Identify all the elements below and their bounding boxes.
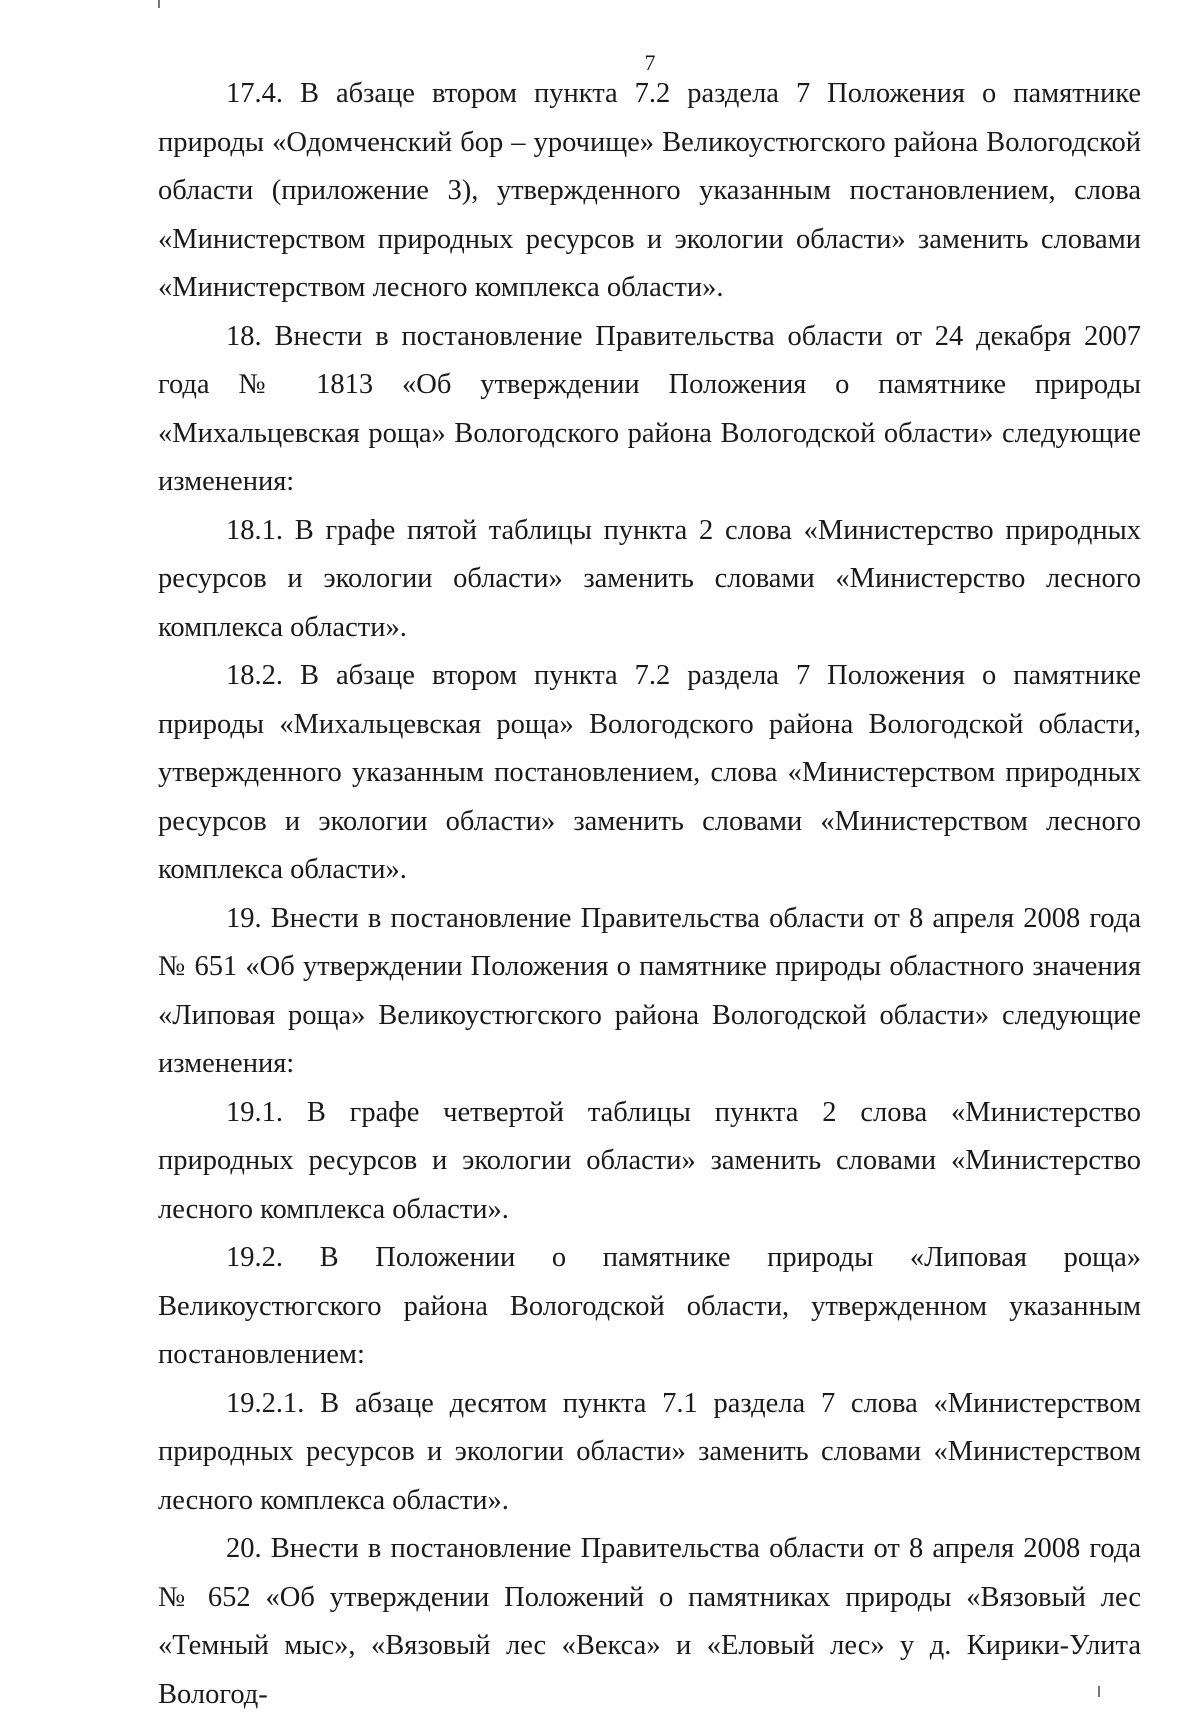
scan-mark [1098, 1686, 1100, 1697]
page-number: 7 [644, 50, 656, 75]
paragraph-20: 20. Внести в постановление Правительства области от 8 апреля 2008 года № 652 «Об утверждении Положений о памятниках природы «Вязовый лес «Темный мыс», «Вязовый лес «Векса» и «Еловый лес» у д. Кирики-Улита Вологод- [158, 1533, 1141, 1710]
scan-mark [158, 0, 160, 8]
document-body [158, 70, 1141, 1719]
paragraph-18: 18. Внести в постановление Правительства области от 24 декабря 2007 года № 1813 «Об утверждении Положения о памятнике природы «Михальцевская роща» Вологодского района Вологодской области» следующие изменения: [158, 320, 1141, 497]
paragraph-18-1: 18.1. В графе пятой таблицы пункта 2 слова «Министерство природных ресурсов и экологии области» заменить словами «Министерство лесного комплекса области». [158, 514, 1141, 643]
paragraph-18-2: 18.2. В абзаце втором пункта 7.2 раздела 7 Положения о памятнике природы «Михальцевская роща» Вологодского района Вологодской области, утвержденного указанным постановлением, слова «Министерством природных ресурсов и экологии области» заменить словами «Министерством лесного комплекса области». [158, 660, 1141, 885]
paragraph-19-2: 19.2. В Положении о памятнике природы «Липовая роща» Великоустюгского района Вологодской области, утвержденном указанным постановлением: [158, 1242, 1141, 1370]
paragraph-17-4: 17.4. В абзаце втором пункта 7.2 раздела 7 Положения о памятнике природы «Одомченский бор – урочище» Великоустюгского района Вологодской области (приложение 3), утвержденного указанным постановлением, слова «Министерством природных ресурсов и экологии области» заменить словами «Министерством лесного комплекса области». [158, 78, 1141, 303]
paragraph-19-1: 19.1. В графе четвертой таблицы пункта 2 слова «Министерство природных ресурсов и экологии области» заменить словами «Министерство лесного комплекса области». [158, 1096, 1141, 1225]
paragraph-19: 19. Внести в постановление Правительства области от 8 апреля 2008 года № 651 «Об утверждении Положения о памятнике природы областного значения «Липовая роща» Великоустюгского района Вологодской области» следующие изменения: [158, 902, 1141, 1079]
paragraph-19-2-1: 19.2.1. В абзаце десятом пункта 7.1 раздела 7 слова «Министерством природных ресурсов и экологии области» заменить словами «Министерством лесного комплекса области». [158, 1387, 1141, 1516]
